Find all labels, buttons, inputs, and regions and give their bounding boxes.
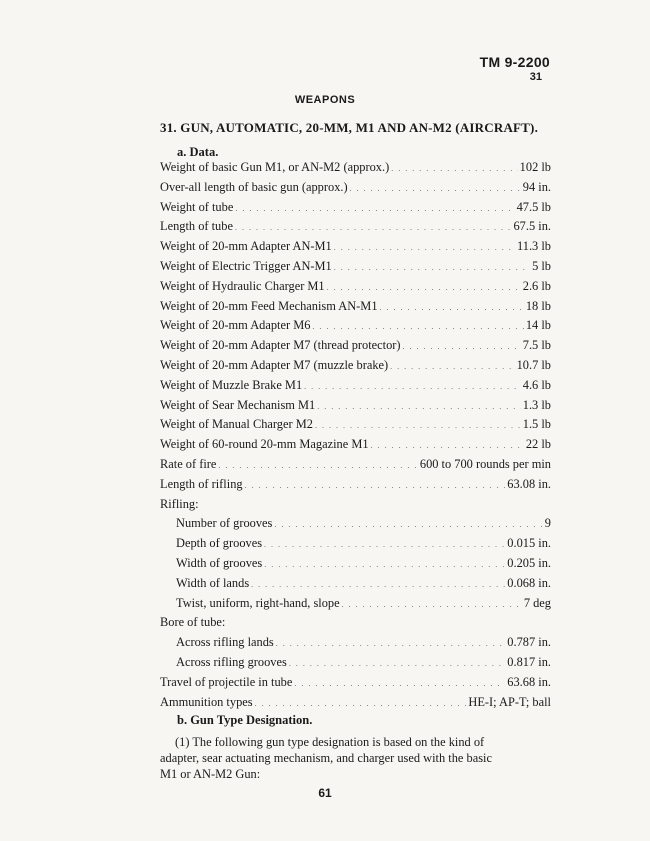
table-row xyxy=(160,516,551,536)
row-label: Travel of projectile in tube xyxy=(160,674,293,689)
row-label: Weight of Hydraulic Charger M1 xyxy=(160,278,325,293)
row-label: Depth of grooves xyxy=(176,536,263,551)
row-value: 7 deg xyxy=(523,595,551,610)
row-label: Over-all length of basic gun (approx.) xyxy=(160,179,348,194)
table-row xyxy=(160,635,551,655)
row-label: Weight of 20-mm Adapter M7 (muzzle brake) xyxy=(160,357,389,372)
row-label: Weight of 20-mm Feed Mechanism AN-M1 xyxy=(160,298,378,313)
page-number: 61 xyxy=(318,786,332,800)
row-value: 0.205 in. xyxy=(507,555,551,570)
paragraph-number: 31 xyxy=(529,71,542,83)
row-value: 22 lb xyxy=(525,437,551,452)
table-row xyxy=(160,200,551,220)
leader-dots xyxy=(218,457,417,472)
leader-dots xyxy=(334,259,530,274)
leader-dots xyxy=(274,516,542,531)
row-value: 94 in. xyxy=(522,179,551,194)
table-row xyxy=(160,398,551,418)
row-label: Weight of basic Gun M1, or AN-M2 (approx.) xyxy=(160,160,390,174)
leader-dots xyxy=(245,477,506,492)
row-value: 7.5 lb xyxy=(522,338,551,353)
table-row xyxy=(160,378,551,398)
row-label: Twist, uniform, right-hand, slope xyxy=(176,595,340,610)
row-value: 11.3 lb xyxy=(517,239,551,254)
row-value: 63.08 in. xyxy=(507,476,551,491)
leader-dots xyxy=(317,398,521,413)
leader-dots xyxy=(380,299,524,314)
subsection-a-heading: a. Data. xyxy=(177,145,219,159)
leader-dots xyxy=(391,160,517,175)
leader-dots xyxy=(334,239,515,254)
leader-dots xyxy=(264,536,505,551)
table-row xyxy=(160,457,551,477)
table-row xyxy=(160,536,551,556)
paragraph-line: (1) The following gun type designation is based on the kind of xyxy=(175,735,485,749)
leader-dots xyxy=(276,635,506,650)
row-label: Weight of tube xyxy=(160,199,234,214)
paragraph-line: adapter, sear actuating mechanism, and charger used with the basic xyxy=(160,751,492,765)
row-label: Weight of Manual Charger M2 xyxy=(160,417,313,432)
table-row xyxy=(160,417,551,437)
table-row xyxy=(160,655,551,675)
tm-header xyxy=(480,54,550,83)
table-row xyxy=(160,279,551,299)
leader-dots xyxy=(235,200,514,215)
leader-dots xyxy=(342,596,522,611)
row-value: 9 xyxy=(544,516,551,531)
table-row xyxy=(160,437,551,457)
row-value: 102 lb xyxy=(519,160,551,174)
leader-dots xyxy=(371,437,524,452)
row-label: Bore of tube: xyxy=(160,615,226,630)
table-row xyxy=(160,219,551,239)
row-value: HE-I; AP-T; ball xyxy=(468,694,551,709)
table-row xyxy=(160,318,551,338)
leader-dots xyxy=(315,417,521,432)
table-row xyxy=(160,596,551,616)
row-label: Width of grooves xyxy=(176,555,263,570)
leader-dots xyxy=(312,318,523,333)
row-value: 47.5 lb xyxy=(516,199,551,214)
row-label: Weight of Muzzle Brake M1 xyxy=(160,377,303,392)
row-label: Across rifling grooves xyxy=(176,654,287,669)
table-group-heading xyxy=(160,615,551,635)
table-row xyxy=(160,556,551,576)
table-row xyxy=(160,576,551,596)
row-value: 2.6 lb xyxy=(522,278,551,293)
row-value: 0.068 in. xyxy=(507,575,551,590)
leader-dots xyxy=(294,675,505,690)
leader-dots xyxy=(264,556,505,571)
row-label: Weight of Sear Mechanism M1 xyxy=(160,397,316,412)
running-head: WEAPONS xyxy=(294,94,356,106)
paragraph-text xyxy=(160,734,552,782)
leader-dots xyxy=(235,219,512,234)
row-value: 5 lb xyxy=(532,258,551,273)
leader-dots xyxy=(403,338,521,353)
row-label: Rate of fire xyxy=(160,456,217,471)
table-row xyxy=(160,675,551,695)
row-value: 18 lb xyxy=(525,298,551,313)
row-value: 14 lb xyxy=(525,318,551,333)
row-value: 67.5 in. xyxy=(513,219,551,234)
table-row xyxy=(160,695,551,715)
leader-dots xyxy=(255,695,467,710)
row-label: Length of rifling xyxy=(160,476,243,491)
table-row xyxy=(160,338,551,358)
table-row xyxy=(160,180,551,200)
row-label: Width of lands xyxy=(176,575,250,590)
row-label: Weight of 60-round 20-mm Magazine M1 xyxy=(160,437,369,452)
leader-dots xyxy=(251,576,505,591)
row-label: Weight of 20-mm Adapter AN-M1 xyxy=(160,239,332,254)
row-label: Weight of 20-mm Adapter M7 (thread protector) xyxy=(160,338,401,353)
table-row xyxy=(160,160,551,180)
paragraph-line: M1 or AN-M2 Gun: xyxy=(160,767,261,781)
table-row xyxy=(160,358,551,378)
leader-dots xyxy=(304,378,521,393)
row-label: Length of tube xyxy=(160,219,233,234)
row-label: Ammunition types xyxy=(160,694,253,709)
leader-dots xyxy=(350,180,521,195)
table-row xyxy=(160,299,551,319)
leader-dots xyxy=(327,279,521,294)
row-value: 600 to 700 rounds per min xyxy=(419,456,551,471)
row-value: 10.7 lb xyxy=(516,357,551,372)
leader-dots xyxy=(390,358,514,373)
row-value: 0.787 in. xyxy=(507,635,551,650)
data-table xyxy=(160,160,551,714)
row-value: 4.6 lb xyxy=(522,377,551,392)
row-value: 63.68 in. xyxy=(507,674,551,689)
row-value: 0.015 in. xyxy=(507,536,551,551)
section-title: 31. GUN, AUTOMATIC, 20-MM, M1 AND AN-M2 (AIRCRAFT). xyxy=(160,120,539,135)
table-row xyxy=(160,239,551,259)
row-value: 1.5 lb xyxy=(522,417,551,432)
row-label: Rifling: xyxy=(160,496,199,511)
row-label: Weight of Electric Trigger AN-M1 xyxy=(160,258,332,273)
tm-number: TM 9-2200 xyxy=(479,54,550,70)
row-value: 1.3 lb xyxy=(522,397,551,412)
row-label: Across rifling lands xyxy=(176,635,274,650)
table-row xyxy=(160,477,551,497)
row-label: Number of grooves xyxy=(176,516,273,531)
table-group-heading xyxy=(160,497,551,517)
subsection-b-heading: b. Gun Type Designation. xyxy=(177,713,313,727)
leader-dots xyxy=(289,655,505,670)
row-value: 0.817 in. xyxy=(507,654,551,669)
row-label: Weight of 20-mm Adapter M6 xyxy=(160,318,311,333)
table-row xyxy=(160,259,551,279)
